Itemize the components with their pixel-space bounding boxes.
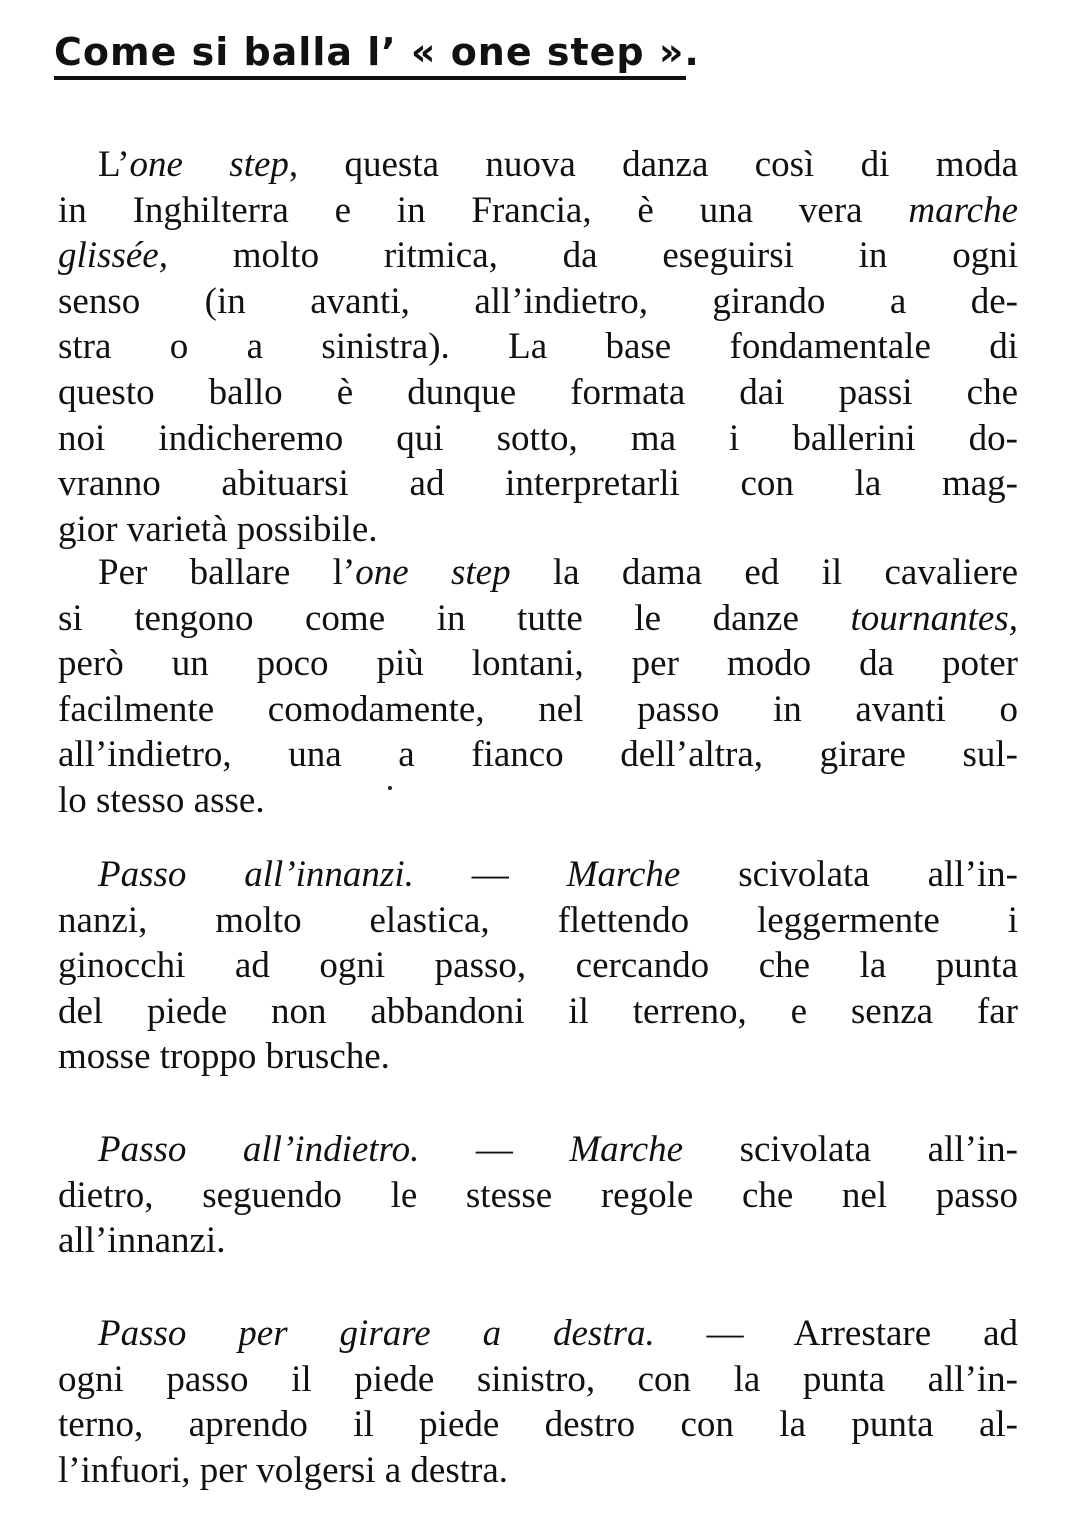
text-run: scivolata all’in-	[683, 1129, 1018, 1170]
italic-run: Marche	[569, 1129, 684, 1170]
text-line	[58, 1311, 1018, 1357]
text-line: ogni passo il piede sinistro, con la punta all’in-	[58, 1358, 1018, 1400]
text-line: all’innanzi.	[58, 1220, 226, 1262]
text-line	[58, 142, 1018, 188]
italic-run: one step	[129, 144, 289, 185]
text-line	[58, 550, 1018, 596]
ink-speck	[388, 786, 392, 790]
paragraph-intro	[58, 142, 1018, 552]
italic-run: glissée,	[58, 235, 168, 277]
text-line: questo ballo è dunque formata dai passi che	[58, 371, 1018, 413]
text-line: ginocchi ad ogni passo, cercando che la punta	[58, 945, 1018, 987]
text-line: senso (in avanti, all’indietro, girando a de-	[58, 280, 1018, 322]
text-line: mosse troppo brusche.	[58, 1036, 390, 1078]
text-run: — Arrestare ad	[654, 1313, 1018, 1354]
text-line: gior varietà possibile.	[58, 508, 378, 550]
text-line	[58, 1127, 1018, 1173]
title-underline	[54, 76, 686, 80]
text-line	[58, 188, 1018, 234]
text-line: terno, aprendo il piede destro con la punta al-	[58, 1404, 1018, 1446]
italic-run: marche	[908, 189, 1019, 231]
italic-run: one step	[355, 552, 511, 593]
text-run: si tengono come in tutte le danze	[58, 597, 851, 639]
page-title: Come si balla l’ « one step ».	[54, 30, 700, 74]
paragraph-step-back	[58, 1127, 1018, 1264]
text-line: vranno abituarsi ad interpretarli con la mag-	[58, 463, 1018, 505]
paragraph-step-forward	[58, 852, 1018, 1080]
text-line: facilmente comodamente, nel passo in avanti o	[58, 688, 1018, 730]
italic-run: Marche	[566, 854, 681, 895]
text-run: L’	[98, 144, 130, 185]
text-run: —	[419, 1129, 570, 1170]
text-line: lo stesso asse.	[58, 779, 265, 821]
text-run: molto ritmica, da eseguirsi in ogni	[167, 235, 1018, 277]
text-run: , questa nuova danza così di moda	[288, 144, 1019, 185]
italic-run: Passo all’innanzi.	[98, 854, 414, 895]
text-run: Per ballare l’	[98, 552, 356, 593]
text-line: all’indietro, una a fianco dell’altra, girare sul-	[58, 734, 1018, 776]
text-line: dietro, seguendo le stesse regole che nel passo	[58, 1174, 1018, 1216]
italic-run: tournantes,	[850, 597, 1018, 639]
paragraph-turn-right	[58, 1311, 1018, 1493]
text-run: scivolata all’in-	[680, 854, 1018, 895]
italic-run: Passo per girare a destra.	[98, 1313, 655, 1354]
text-run: in Inghilterra e in Francia, è una vera	[58, 189, 863, 231]
text-line: l’infuori, per volgersi a destra.	[58, 1449, 509, 1491]
text-run: la dama ed il cavaliere	[510, 552, 1018, 593]
text-line: del piede non abbandoni il terreno, e senza far	[58, 990, 1018, 1032]
text-line	[58, 852, 1018, 898]
text-run: —	[413, 854, 567, 895]
text-line: stra o a sinistra). La base fondamentale di	[58, 326, 1018, 368]
text-line	[58, 596, 1018, 642]
paragraph-position	[58, 550, 1018, 824]
italic-run: Passo all’indietro.	[98, 1129, 420, 1170]
text-line	[58, 233, 1018, 279]
text-line: noi indicheremo qui sotto, ma i ballerini do-	[58, 417, 1018, 459]
text-line: però un poco più lontani, per modo da poter	[58, 643, 1018, 685]
text-line: nanzi, molto elastica, flettendo leggermente i	[58, 899, 1018, 941]
